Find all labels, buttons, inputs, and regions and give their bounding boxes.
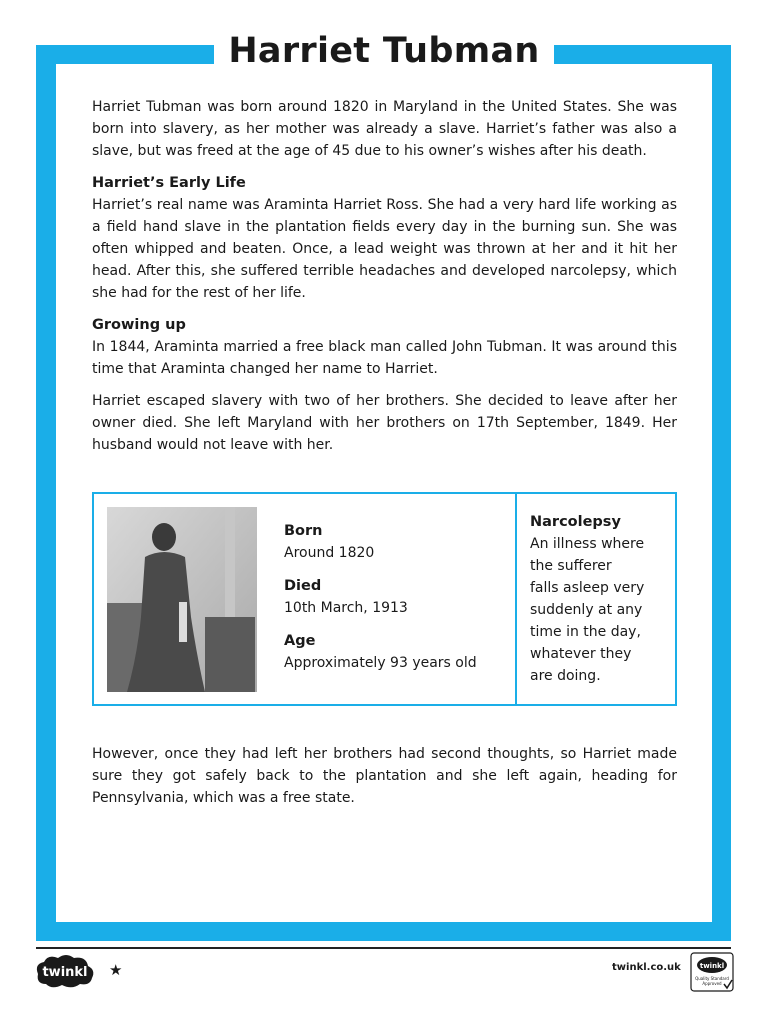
growing-up-heading: Growing up [92,317,186,333]
article-body [92,96,677,466]
page-title: Harriet Tubman [228,31,540,71]
portrait-photo [107,507,257,692]
glossary-line: suddenly at any [530,602,643,618]
glossary-line: whatever they [530,646,632,662]
fact-box [92,492,677,706]
box-divider [515,494,517,704]
fact-list [284,520,504,685]
glossary-term: Narcolepsy [530,514,621,530]
age-label: Age [284,633,316,649]
born-value: Around 1820 [284,545,375,561]
badge-text: twinkl [699,962,725,970]
glossary-line: the sufferer [530,558,612,574]
early-life-paragraph: Harriet’s real name was Araminta Harriet Ross. She had a very hard life working as a field hand slave in the plantation fields every day in the burning sun. She was often whipped and beaten. Once, a lead weight was thrown at her and it hit her head. After this, she suffered terrible headaches and developed narcolepsy, which she had for the rest of her life. [92,197,677,301]
glossary-line: time in the day, [530,624,641,640]
closing-paragraph: However, once they had left her brothers had second thoughts, so Harriet made sure they got safely back to the plantation and she left again, heading for Pennsylvania, which was a free state. [92,746,677,806]
age-value: Approximately 93 years old [284,655,477,671]
site-url: twinkl.co.uk [612,962,681,973]
logo-text: twinkl [42,965,88,980]
glossary-line: An illness where [530,536,645,552]
died-label: Died [284,578,322,594]
intro-paragraph: Harriet Tubman was born around 1820 in Maryland in the United States. She was born into slavery, as her mother was already a slave. Harriet’s father was also a slave, but was freed at the age of 45 due to his owner’s wishes after his death. [92,99,677,159]
born-label: Born [284,523,323,539]
footer-rule [36,947,731,949]
star-icon: ★ [109,961,123,979]
twinkl-logo [32,952,98,990]
died-value: 10th March, 1913 [284,600,408,616]
growing-up-paragraph-1: In 1844, Araminta married a free black man called John Tubman. It was around this time that Araminta changed her name to Harriet. [92,339,677,377]
growing-up-paragraph-2: Harriet escaped slavery with two of her brothers. She decided to leave after her owner died. She left Maryland with her brothers on 17th September, 1849. Her husband would not leave with her. [92,393,677,453]
glossary-line: falls asleep very [530,580,645,596]
title-box [214,26,554,76]
glossary-line: are doing. [530,668,601,684]
quality-badge-icon [690,952,734,992]
badge-sub2: Approved [702,981,722,986]
early-life-heading: Harriet’s Early Life [92,175,246,191]
badge-sub1: Quality Standard [695,976,729,981]
glossary-entry [530,511,665,687]
